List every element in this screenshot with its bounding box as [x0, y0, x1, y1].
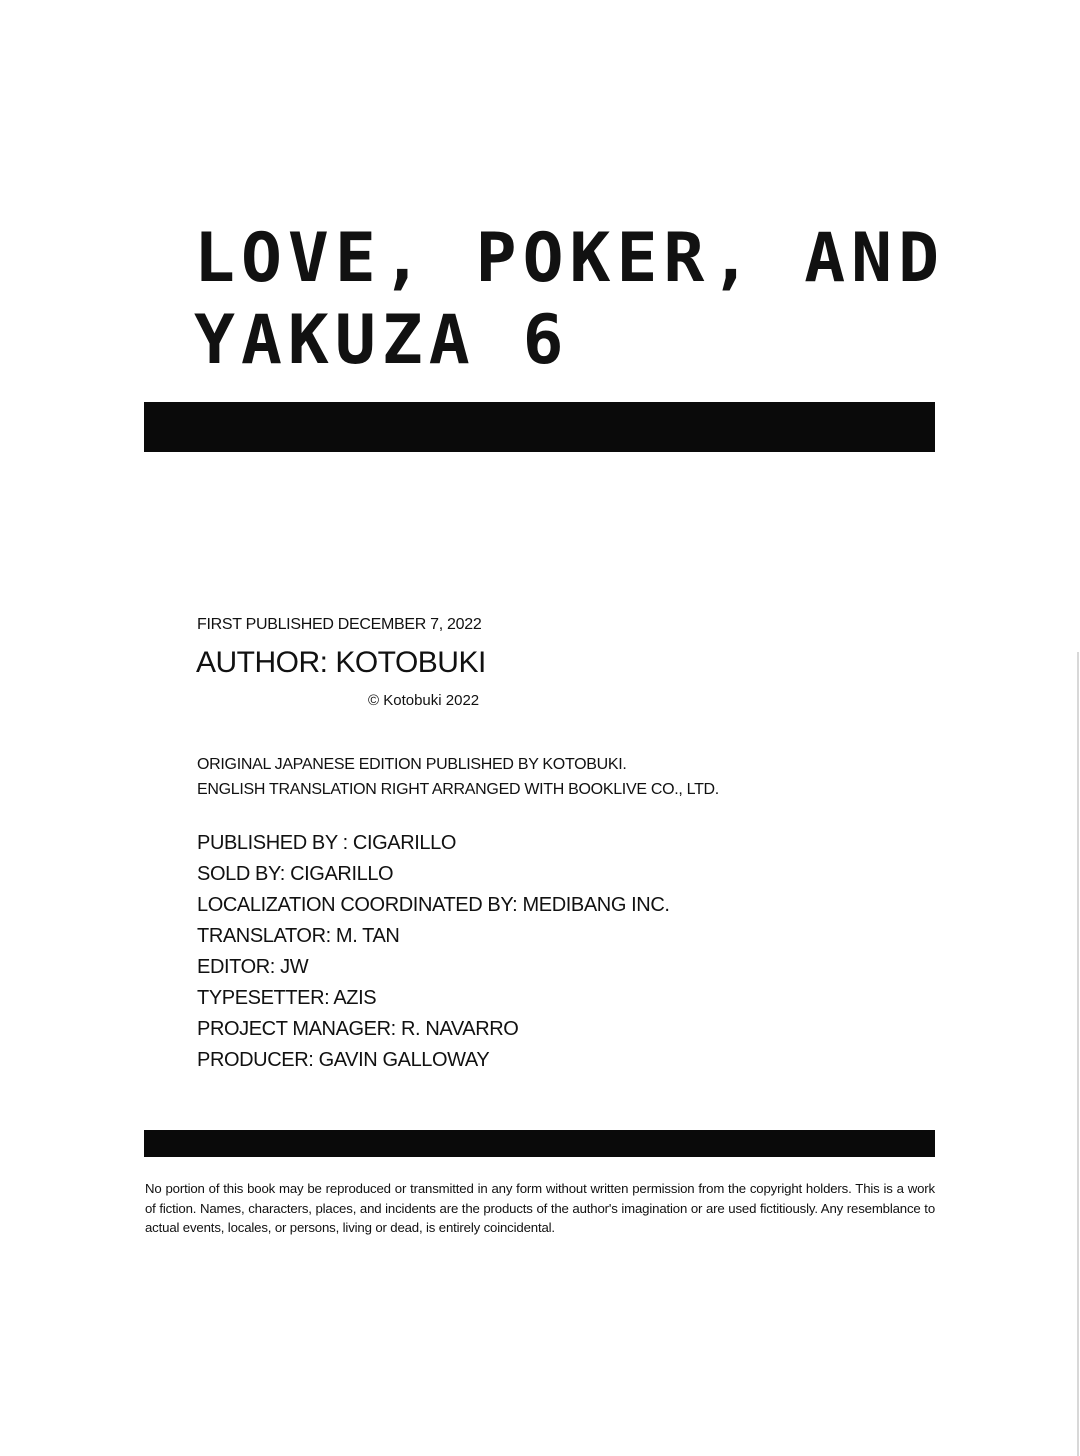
- bottom-black-bar: [144, 1130, 935, 1157]
- credit-publisher: PUBLISHED BY : CIGARILLO: [197, 832, 457, 854]
- credit-translator: TRANSLATOR: M. TAN: [197, 925, 400, 947]
- credit-typesetter: TYPESETTER: AZIS: [197, 987, 377, 1009]
- copyright-notice: © Kotobuki 2022: [368, 692, 480, 709]
- translation-rights-line: ENGLISH TRANSLATION RIGHT ARRANGED WITH BOOKLIVE CO., LTD.: [197, 781, 719, 798]
- original-edition-block: [197, 752, 719, 802]
- original-edition-line: ORIGINAL JAPANESE EDITION PUBLISHED BY KOTOBUKI.: [197, 756, 627, 773]
- credit-editor: EDITOR: JW: [197, 956, 309, 978]
- top-black-bar: [144, 402, 935, 452]
- first-published-date: FIRST PUBLISHED DECEMBER 7, 2022: [197, 616, 482, 633]
- author-line: AUTHOR: KOTOBUKI: [196, 646, 486, 679]
- credit-producer: PRODUCER: GAVIN GALLOWAY: [197, 1049, 490, 1071]
- credit-seller: SOLD BY: CIGARILLO: [197, 863, 394, 885]
- book-title: [194, 218, 945, 382]
- credit-localization: LOCALIZATION COORDINATED BY: MEDIBANG INC.: [197, 894, 670, 916]
- credit-project-manager: PROJECT MANAGER: R. NAVARRO: [197, 1018, 519, 1040]
- page-edge-divider: [1077, 652, 1079, 1456]
- book-title-line-1: LOVE, POKER, AND: [194, 219, 946, 298]
- legal-disclaimer: No portion of this book may be reproduced or transmitted in any form without written permission from the copyright holders. This is a work of fiction. Names, characters, places, and incidents are the products of the author's imagination or are used fictitiously. Any resemblance to actual events, locales, or persons, living or dead, is entirely coincidental.: [145, 1181, 935, 1236]
- credits-list: [197, 828, 670, 1076]
- book-title-line-2: YAKUZA 6: [194, 301, 570, 380]
